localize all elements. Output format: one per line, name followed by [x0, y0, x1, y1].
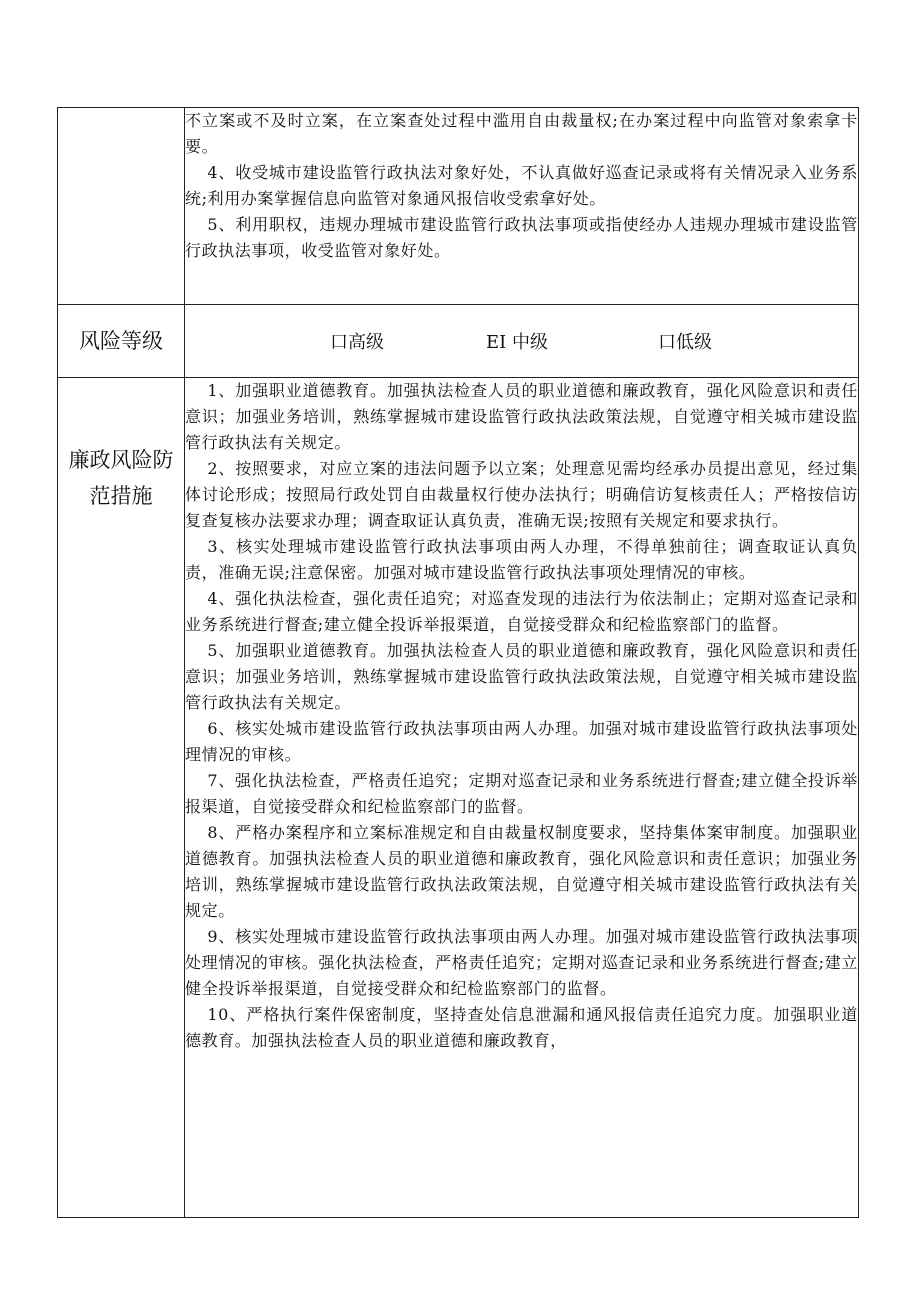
risk-level-high-option: 口高级	[330, 332, 384, 353]
measure-8: 8、严格办案程序和立案标准规定和自由裁量权制度要求，坚持集体案审制度。加强职业道德教育。加强执法检查人员的职业道德和廉政教育，强化风险意识和责任意识；加强业务培训，熟练掌握城市建设监管行政执法政策法规，自觉遵守相关城市建设监管行政执法有关规定。	[185, 823, 858, 920]
measure-3: 3、核实处理城市建设监管行政执法事项由两人办理，不得单独前往；调查取证认真负责，准确无误;注意保密。加强对城市建设监管行政执法事项处理情况的审核。	[185, 537, 858, 582]
prevention-measures-label-line1: 廉政风险防	[68, 448, 174, 472]
risk-point-5: 5、利用职权，违规办理城市建设监管行政执法事项或指使经办人违规办理城市建设监管行政执法事项，收受监管对象好处。	[185, 215, 858, 260]
measure-6: 6、核实处城市建设监管行政执法事项由两人办理。加强对城市建设监管行政执法事项处理情况的审核。	[185, 719, 858, 764]
risk-level-options	[185, 328, 858, 354]
measure-4: 4、强化执法检查，强化责任追究；对巡查发现的违法行为依法制止；定期对巡查记录和业务系统进行督查;建立健全投诉举报渠道，自觉接受群众和纪检监察部门的监督。	[185, 589, 858, 634]
measure-5: 5、加强职业道德教育。加强执法检查人员的职业道德和廉政教育，强化风险意识和责任意识；加强业务培训，熟练掌握城市建设监管行政执法政策法规，自觉遵守相关城市建设监管行政执法有关规定。	[185, 641, 858, 712]
risk-level-row	[58, 305, 859, 378]
prevention-measures-label-line2: 范措施	[89, 484, 153, 508]
prevention-measures-row	[58, 378, 859, 1218]
risk-points-cell	[185, 108, 859, 305]
risk-point-4: 4、收受城市建设监管行政执法对象好处，不认真做好巡查记录或将有关情况录入业务系统;利用办案掌握信息向监管对象通风报信收受索拿好处。	[185, 163, 858, 208]
risk-level-low-option: 口低级	[657, 332, 712, 353]
measure-10: 10、严格执行案件保密制度，坚持查处信息泄漏和通风报信责任追究力度。加强职业道德教育。加强执法检查人员的职业道德和廉政教育，	[185, 1005, 858, 1050]
measure-9: 9、核实处理城市建设监管行政执法事项由两人办理。加强对城市建设监管行政执法事项处理情况的审核。强化执法检查，严格责任追究；定期对巡查记录和业务系统进行督查;建立健全投诉举报渠道，自觉接受群众和纪检监察部门的监督。	[185, 927, 858, 998]
risk-point-continued: 不立案或不及时立案，在立案查处过程中滥用自由裁量权;在办案过程中向监管对象索拿卡要。	[185, 111, 858, 156]
measure-1: 1、加强职业道德教育。加强执法检查人员的职业道德和廉政教育，强化风险意识和责任意识；加强业务培训，熟练掌握城市建设监管行政执法政策法规，自觉遵守相关城市建设监管行政执法有关规定。	[185, 381, 858, 452]
risk-level-options-cell	[185, 305, 859, 378]
prevention-measures-label	[58, 378, 185, 1218]
risk-level-medium-option: EI 中级	[486, 332, 548, 353]
risk-level-label: 风险等级	[58, 305, 185, 378]
prevention-measures-cell	[185, 378, 859, 1218]
risk-table	[57, 107, 859, 1218]
measure-7: 7、强化执法检查，严格责任追究；定期对巡查记录和业务系统进行督查;建立健全投诉举报渠道，自觉接受群众和纪检监察部门的监督。	[185, 771, 858, 816]
measure-2: 2、按照要求，对应立案的违法问题予以立案；处理意见需均经承办员提出意见，经过集体讨论形成；按照局行政处罚自由裁量权行使办法执行；明确信访复核责任人；严格按信访复查复核办法要求办理；调查取证认真负责，准确无误;按照有关规定和要求执行。	[185, 459, 858, 530]
risk-points-row	[58, 108, 859, 305]
empty-label-cell	[58, 108, 185, 305]
